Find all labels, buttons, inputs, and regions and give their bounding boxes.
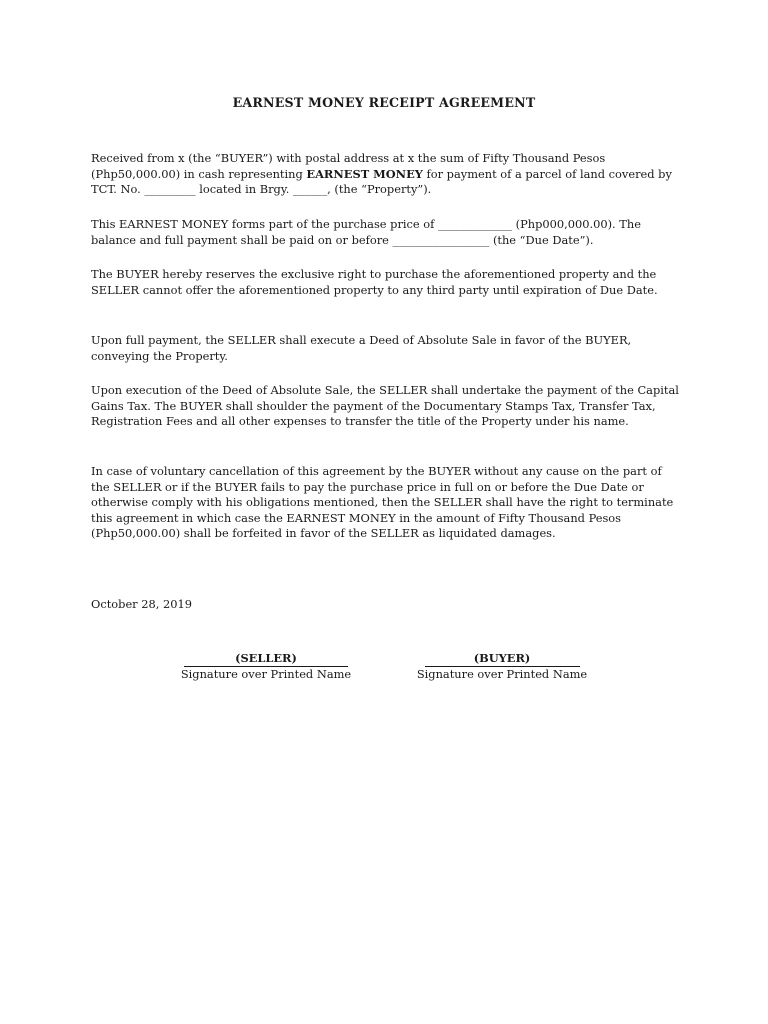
paragraph-cancellation: In case of voluntary cancellation of this agreement by the BUYER without any cause on the part of the SELLER or if the BUYER fails to pay the purchase price in full on or before the Due Date or otherwise comply with his obligations mentioned, then the SELLER shall have the right to terminate this agreement in which case the EARNEST MONEY in the amount of Fifty Thousand Pesos (Php50,000.00) shall be forfeited in favor of the SELLER as liquidated damages. (91, 464, 674, 541)
buyer-name: (BUYER) (473, 651, 531, 665)
seller-signature-block (175, 651, 357, 682)
earnest-money-emphasis: EARNEST MONEY (306, 166, 423, 181)
seller-signature-line (184, 651, 348, 667)
document-title: EARNEST MONEY RECEIPT AGREEMENT (232, 95, 536, 110)
paragraph-full-payment: Upon full payment, the SELLER shall execute a Deed of Absolute Sale in favor of the BUYER, conveying the Property. (91, 333, 632, 363)
seller-name: (SELLER) (235, 651, 297, 665)
buyer-signature-caption: Signature over Printed Name (416, 667, 588, 681)
buyer-signature-line (425, 651, 580, 667)
buyer-signature-block (411, 651, 593, 682)
paragraph-receipt-text-1: Received from x (the “BUYER”) with postal address at x the sum of Fifty Thousand Pesos (Php50,000.00) in cash representing (91, 151, 606, 181)
paragraph-taxes-fees: Upon execution of the Deed of Absolute Sale, the SELLER shall undertake the payment of the Capital Gains Tax. The BUYER shall shoulder the payment of the Documentary Stamps Tax, Transfer Tax, Registration Fees and all other expenses to transfer the title of the Property under his name. (91, 383, 679, 429)
seller-signature-caption: Signature over Printed Name (180, 667, 352, 681)
paragraph-receipt (91, 151, 681, 198)
paragraph-purchase-price: This EARNEST MONEY forms part of the purchase price of _____________ (Php000,000.00). The balance and full payment shall be paid on or before _________________ (the “Due Date”). (91, 217, 641, 247)
paragraph-exclusive-right: The BUYER hereby reserves the exclusive right to purchase the aforementioned property and the SELLER cannot offer the aforementioned property to any third party until expiration of Due Date. (91, 267, 658, 297)
agreement-date: October 28, 2019 (91, 597, 192, 611)
paragraph-receipt-text-2: for payment of a parcel of land covered by TCT. No. _________ located in Brgy. ______, (the “Property”). (91, 166, 672, 197)
